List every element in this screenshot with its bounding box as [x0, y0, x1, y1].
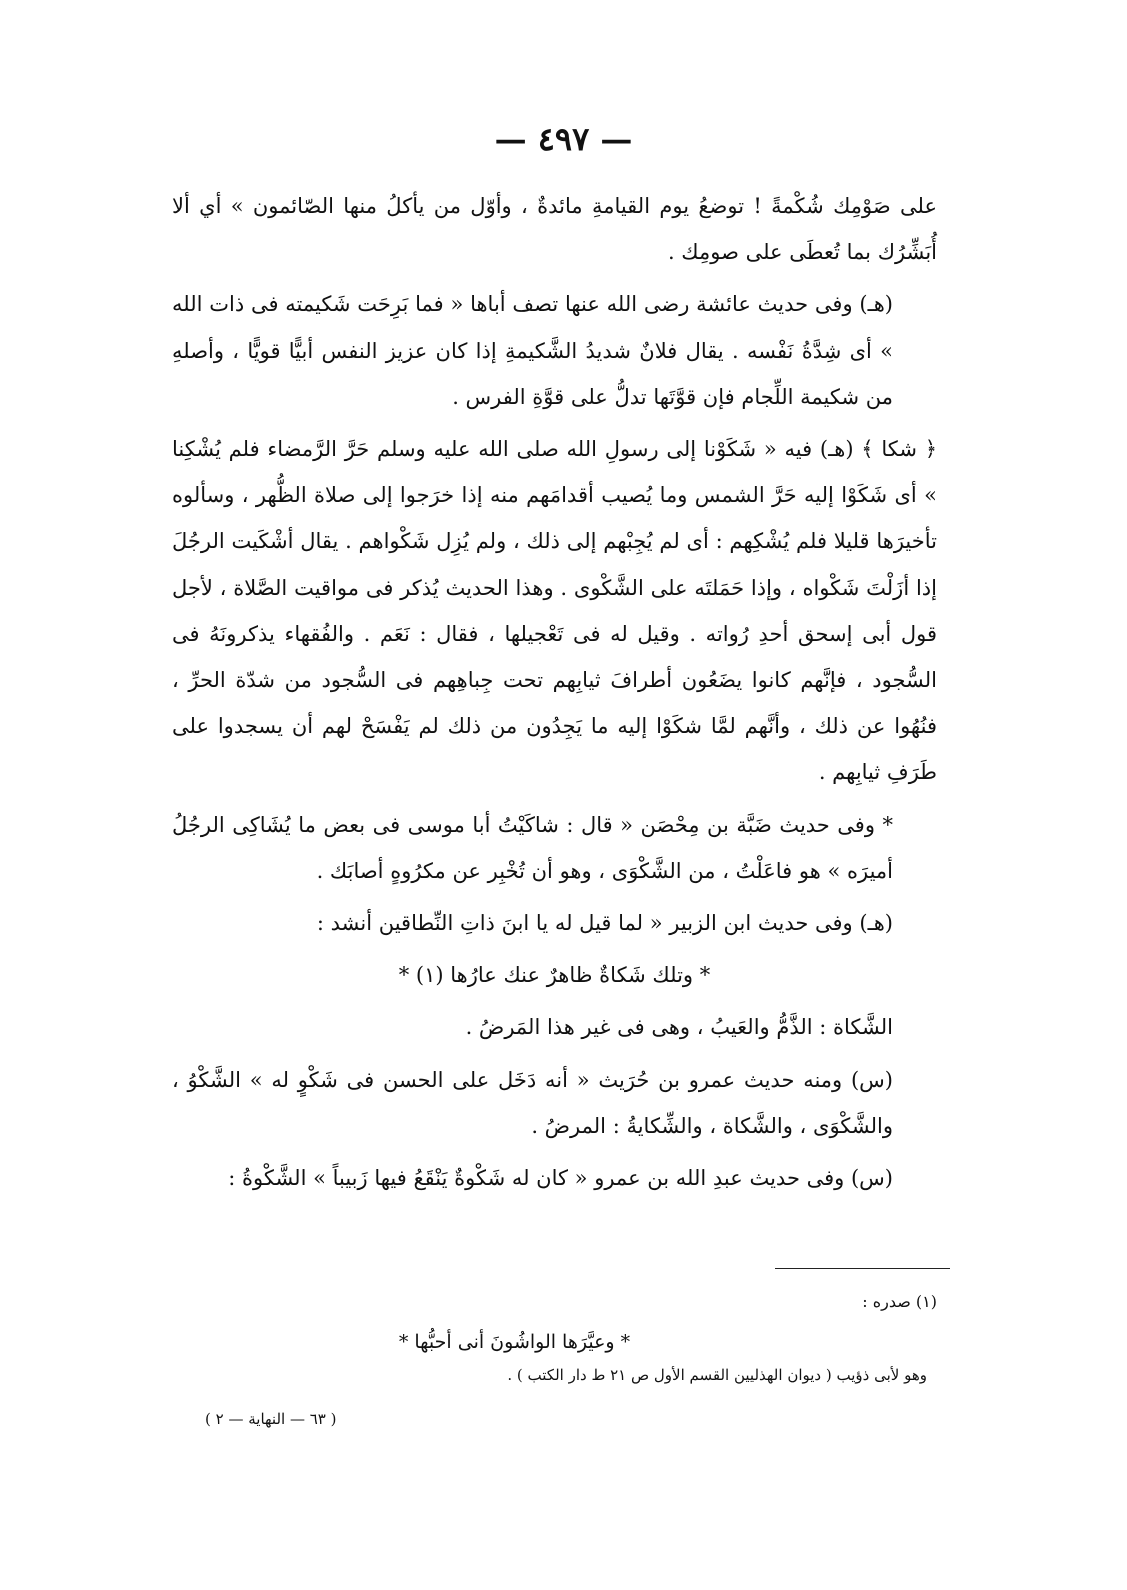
paragraph: (س) ومنه حديث عمرو بن حُرَيث « أنه دَخَل على الحسن فى شَكْوٍ له » الشَّكْوُ ، والشَّكْوَى ، والشَّكاة ، والشِّكايةُ : المرضُ .	[172, 1067, 893, 1138]
footnotes	[172, 1290, 937, 1388]
footnote-divider	[775, 1268, 950, 1269]
paragraph: ﴿ شكا ﴾ (هـ) فيه « شَكَوْنا إلى رسولِ الله صلى الله عليه وسلم حَرَّ الرَّمضاء فلم يُشْكِنا » أى شَكَوْا إليه حَرَّ الشمس وما يُصيب أقدامَهم منه إذا خرَجوا إلى صلاة الظُّهر ، وسألوه تأخيرَها قليلا فلم يُشْكِهم : أى لم يُجِبْهم إلى ذلك ، ولم يُزِل شَكْواهم . يقال أشْكَيت الرجُلَ إذا أزَلْتَ شَكْواه ، وإذا حَمَلتَه على الشَّكْوى . وهذا الحديث يُذكر فى مواقيت الصَّلاة ، لأجل قول أبى إسحق أحدِ رُواته . وقيل له فى تَعْجيلها ، فقال : نَعَم . والفُقهاء يذكرونَهُ فى السُّجود ، فإنَّهم كانوا يضَعُون أطرافَ ثيابِهم تحت جِباهِهم فى السُّجود من شدّة الحرِّ ، فنُهُوا عن ذلك ، وأنَّهم لمَّا شكَوْا إليه ما يَجِدُون من ذلك لم يَفْسَحْ لهم أن يسجدوا على طَرَفِ ثيابِهم .	[172, 437, 937, 785]
paragraph: (س) وفى حديث عبدِ الله بن عمرو « كان له شَكْوةٌ يَنْقَعُ فيها زَبيباً » الشَّكْوةُ :	[228, 1166, 893, 1191]
paragraph: (هـ) وفى حديث عائشة رضى الله عنها تصف أباها « فما بَرِحَت شَكيمته فى ذات الله » أى شِدَّةُ نَفْسه . يقال فلانٌ شديدُ الشَّكيمةِ إذا كان عزيز النفس أبيًّا قويًّا ، وأصلهِ من شكيمة اللِّجام فإن قوَّتَها تدلُّ على قوَّةِ الفرس .	[172, 292, 893, 409]
paragraph: * وفى حديث ضَبَّة بن مِحْصَن « قال : شاكَيْتُ أبا موسى فى بعض ما يُشَاكِى الرجُلُ أميرَه » هو فاعَلْتُ ، من الشَّكْوَى ، وهو أن تُخْبِر عن مكرُوهٍ أصابَك .	[172, 812, 893, 883]
footnote-label: (١) صدره :	[862, 1292, 937, 1311]
page-number: — ٤٩٧ —	[494, 120, 633, 158]
paragraph: الشَّكاة : الذَّمُّ والعَيبُ ، وهى فى غير هذا المَرضُ .	[465, 1015, 893, 1040]
paragraph: (هـ) وفى حديث ابن الزبير « لما قيل له يا ابنَ ذاتِ النِّطاقين أنشد :	[316, 911, 893, 936]
footnote-verse: * وعيَّرَها الواشُونَ أنى أحبُّها *	[398, 1331, 631, 1353]
main-text	[172, 183, 937, 1207]
signature-mark: ( ٦٣ — النهاية — ٢ )	[205, 1410, 337, 1428]
paragraph: على صَوْمِك شُكْمةً ! توضعُ يوم القيامةِ مائدةٌ ، وأوّل من يأكلُ منها الصّائمون » أي ألا أُبَشِّرُك بما تُعطَى على صومِك .	[172, 194, 937, 265]
verse-line: * وتلك شَكاةٌ ظاهرٌ عنك عارُها (١) *	[398, 963, 711, 988]
footnote-source: وهو لأبى ذؤيب ( ديوان الهذليين القسم الأول ص ٢١ ط دار الكتب ) .	[507, 1366, 927, 1384]
